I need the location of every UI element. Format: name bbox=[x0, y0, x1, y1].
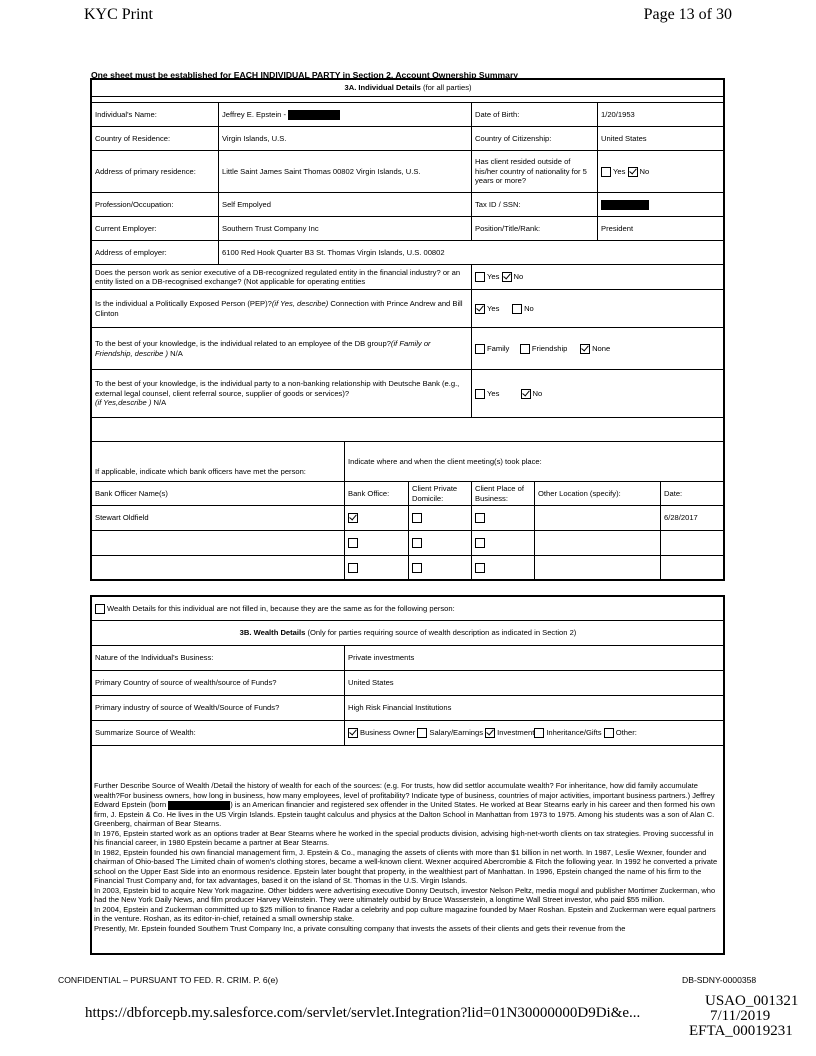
family-checkbox[interactable] bbox=[475, 344, 485, 354]
resided-answer: Yes No bbox=[598, 151, 725, 193]
none-checkbox[interactable] bbox=[580, 344, 590, 354]
officer-name: Stewart Oldfield bbox=[92, 506, 345, 531]
related-employee-answer: Family Friendship None bbox=[472, 328, 725, 370]
non-banking-question: To the best of your knowledge, is the individual party to a non-banking relationship with Deutsche Bank (e.g., external legal counsel, client referral source, supplier of goods or services)? (if Yes,describe ) N/A bbox=[92, 370, 472, 418]
domicile-cell bbox=[409, 506, 472, 531]
inheritance-checkbox[interactable] bbox=[534, 728, 544, 738]
meeting-date: 6/28/2017 bbox=[661, 506, 725, 531]
investment-checkbox[interactable] bbox=[485, 728, 495, 738]
country-label: Primary Country of source of wealth/source of Funds? bbox=[92, 671, 345, 696]
meeting-date bbox=[661, 531, 725, 556]
print-date: 7/11/2019 bbox=[710, 1008, 771, 1024]
citizenship-label: Country of Citizenship: bbox=[472, 127, 598, 151]
redaction-box bbox=[168, 801, 230, 810]
table-row bbox=[92, 531, 725, 556]
senior-executive-question: Does the person work as senior executive of a DB-recognized regulated entity in the financial industry? or an entity listed on a DB-recognised exchange? (Not applicable for operating entities bbox=[92, 265, 472, 290]
industry-label: Primary industry of source of Wealth/Source of Funds? bbox=[92, 696, 345, 721]
senior-no-checkbox[interactable] bbox=[502, 272, 512, 282]
redaction-box bbox=[288, 110, 340, 120]
officer-name bbox=[92, 531, 345, 556]
usao-stamp: USAO_001321 bbox=[705, 993, 799, 1009]
same-as-checkbox[interactable] bbox=[95, 604, 105, 614]
office-cell bbox=[345, 506, 409, 531]
employer-address-label: Address of employer: bbox=[92, 241, 219, 265]
bates-number: DB-SDNY-0000358 bbox=[682, 975, 757, 985]
place-cell bbox=[472, 556, 535, 581]
domicile-checkbox[interactable] bbox=[412, 538, 422, 548]
name-value: Jeffrey E. Epstein - bbox=[219, 103, 472, 127]
nature-value: Private investments bbox=[345, 646, 725, 671]
office-checkbox[interactable] bbox=[348, 513, 358, 523]
salary-checkbox[interactable] bbox=[417, 728, 427, 738]
meeting-label: Indicate where and when the client meeting(s) took place: bbox=[345, 442, 725, 482]
dob-label: Date of Birth: bbox=[472, 103, 598, 127]
residence-value: Virgin Islands, U.S. bbox=[219, 127, 472, 151]
residence-label: Country of Residence: bbox=[92, 127, 219, 151]
address-value: Little Saint James Saint Thomas 00802 Virgin Islands, U.S. bbox=[219, 151, 472, 193]
other-cell bbox=[535, 531, 661, 556]
header-title: KYC Print bbox=[84, 6, 153, 23]
place-cell bbox=[472, 506, 535, 531]
office-cell bbox=[345, 531, 409, 556]
source-url: https://dbforcepb.my.salesforce.com/servlet/servlet.Integration?lid=01N30000000D9Di&e... bbox=[85, 1005, 641, 1021]
summarize-options: Business Owner Salary/Earnings Investment Inheritance/Gifts Other: bbox=[345, 721, 725, 746]
same-as-row: Wealth Details for this individual are not filled in, because they are the same as for the following person: bbox=[92, 597, 725, 621]
friendship-checkbox[interactable] bbox=[520, 344, 530, 354]
instruction-text: One sheet must be established for EACH INDIVIDUAL PARTY in Section 2. Account Ownership Summary bbox=[91, 70, 519, 80]
confidential-notice: CONFIDENTIAL – PURSUANT TO FED. R. CRIM. P. 6(e) bbox=[58, 975, 279, 985]
profession-label: Profession/Occupation: bbox=[92, 193, 219, 217]
nature-label: Nature of the Individual's Business: bbox=[92, 646, 345, 671]
employer-address-value: 6100 Red Hook Quarter B3 St. Thomas Virgin Islands, U.S. 00802 bbox=[219, 241, 725, 265]
domicile-checkbox[interactable] bbox=[412, 513, 422, 523]
col-date-header: Date: bbox=[661, 482, 725, 506]
section-3b-title: 3B. Wealth Details (Only for parties requiring source of wealth description as indicated in Section 2) bbox=[92, 621, 725, 646]
col-office-header: Bank Office: bbox=[345, 482, 409, 506]
name-label: Individual's Name: bbox=[92, 103, 219, 127]
nonbank-no-checkbox[interactable] bbox=[521, 389, 531, 399]
address-label: Address of primary residence: bbox=[92, 151, 219, 193]
position-label: Position/Title/Rank: bbox=[472, 217, 598, 241]
place-checkbox[interactable] bbox=[475, 563, 485, 573]
summarize-label: Summarize Source of Wealth: bbox=[92, 721, 345, 746]
redaction-box bbox=[601, 200, 649, 210]
business-owner-checkbox[interactable] bbox=[348, 728, 358, 738]
industry-value: High Risk Financial Institutions bbox=[345, 696, 725, 721]
other-checkbox[interactable] bbox=[604, 728, 614, 738]
meeting-date bbox=[661, 556, 725, 581]
pep-question: Is the individual a Politically Exposed Person (PEP)?(if Yes, describe) Connection with Prince Andrew and Bill Clinton bbox=[92, 290, 472, 328]
officer-name bbox=[92, 556, 345, 581]
country-value: United States bbox=[345, 671, 725, 696]
page-number: Page 13 of 30 bbox=[643, 6, 732, 23]
taxid-label: Tax ID / SSN: bbox=[472, 193, 598, 217]
pep-yes-checkbox[interactable] bbox=[475, 304, 485, 314]
place-checkbox[interactable] bbox=[475, 538, 485, 548]
employer-value: Southern Trust Company Inc bbox=[219, 217, 472, 241]
table-row bbox=[92, 506, 725, 531]
other-cell bbox=[535, 506, 661, 531]
col-domicile-header: Client Private Domicile: bbox=[409, 482, 472, 506]
place-checkbox[interactable] bbox=[475, 513, 485, 523]
resided-question: Has client resided outside of his/her country of nationality for 5 years or more? bbox=[472, 151, 598, 193]
senior-yes-checkbox[interactable] bbox=[475, 272, 485, 282]
resided-yes-checkbox[interactable] bbox=[601, 167, 611, 177]
citizenship-value: United States bbox=[598, 127, 725, 151]
resided-no-checkbox[interactable] bbox=[628, 167, 638, 177]
pep-no-checkbox[interactable] bbox=[512, 304, 522, 314]
office-checkbox[interactable] bbox=[348, 563, 358, 573]
pep-answer: Yes No bbox=[472, 290, 725, 328]
dob-value: 1/20/1953 bbox=[598, 103, 725, 127]
source-of-wealth-narrative: Further Describe Source of Wealth /Detail the history of wealth for each of the sources: (e.g. For trusts, how did settlor accumulate wealth? For inheritance, how did family accumulate wealth?For business owners, how long in business, how many employees, level of profitability? Indicate type of business, countries of major activities, important business partners.) Jeffrey Edward Epstein (born ) is an American financier and registered sex offender in the United States. He worked at Bear Stearns early in his career and then formed his own firm, J. Epstein & Co. He lives in the US Virgin Islands. Epstein taught calculus and physics at the Dalton School in Manhattan from 1973 to 1975. Among his students was a son of Alan C. Greenberg, chairman of Bear Stearns. In 1976, Epstein started work as an options trader at Bear Stearns where he worked in the special products division, advising high-net-worth clients on tax strategies. Proving successful in his financial career, in 1980 Epstein became a partner at Bear Stearns. In 1982, Epstein founded his own financial management firm, J. Epstein & Co., managing the assets of clients with more than $1 billion in net worth. In 1987, Leslie Wexner, founder and chairman of Ohio-based The Limited chain of women's clothing stores, became a well-known client. Wexner acquired Abercrombie & Fitch the following year. In 1992 he converted a private school on the Upper East Side into an enormous residence. Epstein later bought that property, in the wealthiest part of Manhattan. In 1996, Epstein changed the name of his firm to the Financial Trust Company and, for tax advantages, based it on the island of St. Thomas in the U.S. Virgin Islands. In 2003, Epstein bid to acquire New York magazine. Other bidders were advertising executive Donny Deutsch, investor Nelson Peltz, media mogul and publisher Mortimer Zuckerman, who had the New York Daily News, and film producer Harvey Weinstein. They were ultimately outbid by Bruce Wasserstein, a longtime Wall Street investor, who paid $55 million. In 2004, Epstein and Zuckerman committed up to $25 million to finance Radar a celebrity and pop culture magazine founded by Maer Roshan. Epstein and Zuckerman were equal partners in the venture. Roshan, as its editor-in-chief, retained a small ownership stake. Presently, Mr. Epstein founded Southern Trust Company Inc, a private consulting company that invests the assets of their clients and gets their revenue from the bbox=[94, 781, 718, 933]
domicile-checkbox[interactable] bbox=[412, 563, 422, 573]
related-employee-question: To the best of your knowledge, is the individual related to an employee of the DB group?(if Family or Friendship, describe ) N/A bbox=[92, 328, 472, 370]
position-value: President bbox=[598, 217, 725, 241]
col-place-header: Client Place of Business: bbox=[472, 482, 535, 506]
office-cell bbox=[345, 556, 409, 581]
other-cell bbox=[535, 556, 661, 581]
col-officer-header: Bank Officer Name(s) bbox=[92, 482, 345, 506]
meeting-table bbox=[91, 441, 725, 581]
nonbank-yes-checkbox[interactable] bbox=[475, 389, 485, 399]
employer-label: Current Employer: bbox=[92, 217, 219, 241]
non-banking-answer: Yes No bbox=[472, 370, 725, 418]
domicile-cell bbox=[409, 531, 472, 556]
taxid-value bbox=[598, 193, 725, 217]
section-3a-title: 3A. Individual Details (for all parties) bbox=[92, 80, 725, 97]
col-other-header: Other Location (specify): bbox=[535, 482, 661, 506]
efta-number: EFTA_00019231 bbox=[689, 1023, 793, 1039]
senior-executive-answer: Yes No bbox=[472, 265, 725, 290]
domicile-cell bbox=[409, 556, 472, 581]
officers-label: If applicable, indicate which bank officers have met the person: bbox=[92, 442, 345, 482]
individual-details-table bbox=[91, 79, 725, 418]
place-cell bbox=[472, 531, 535, 556]
table-row bbox=[92, 556, 725, 581]
profession-value: Self Empolyed bbox=[219, 193, 472, 217]
office-checkbox[interactable] bbox=[348, 538, 358, 548]
